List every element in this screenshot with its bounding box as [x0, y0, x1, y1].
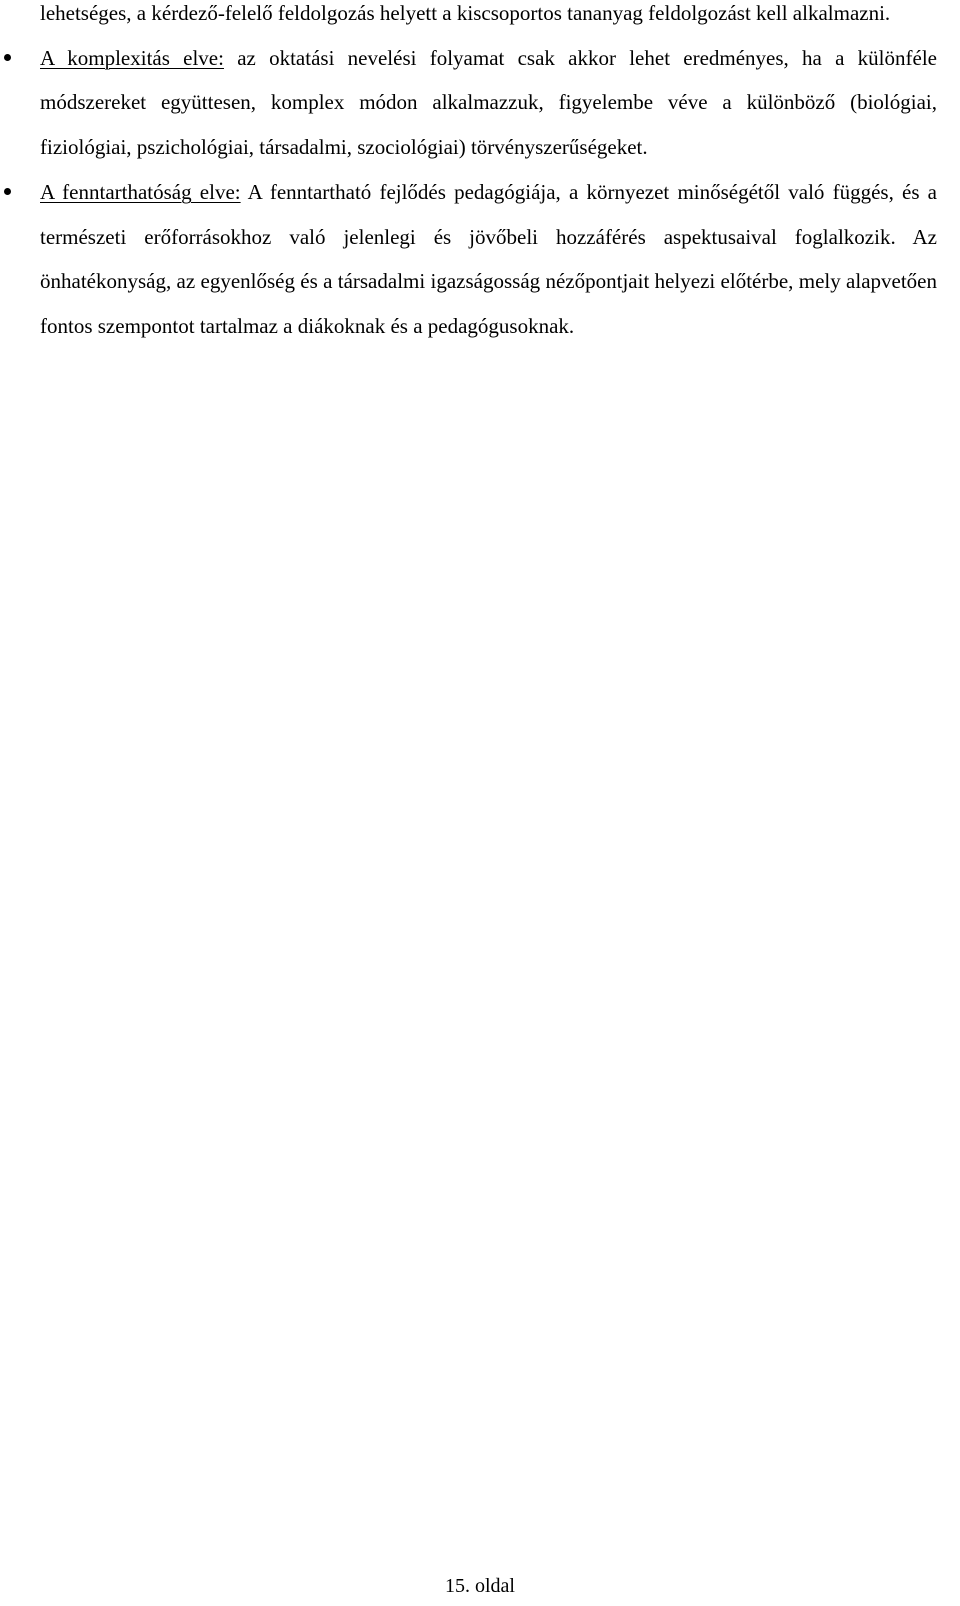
- principle-term: A fenntarthatóság elve:: [40, 179, 241, 204]
- intro-paragraph: lehetséges, a kérdező-felelő feldolgozás helyett a kiscsoportos tananyag feldolgozást kell alkalmazni.: [40, 1, 891, 25]
- principle-text: A fenntartható fejlődés pedagógiája, a környezet minőségétől való függés, és a természeti erőforrásokhoz való jelenlegi és jövőbeli hozzáférés aspektusaival foglalkozik. Az önhatékonyság, az egyenlőség és a társadalmi igazságosság nézőpontjait helyezi előtérbe, mely alapvetően fontos szempontot tartalmaz a diákoknak és a pedagógusoknak.: [40, 179, 938, 338]
- list-item-complexity: [40, 36, 937, 170]
- principle-term: A komplexitás elve:: [40, 45, 224, 70]
- document-page: [40, 0, 937, 349]
- principle-text: az oktatási nevelési folyamat csak akkor lehet eredményes, ha a különféle módszereket együttesen, komplex módon alkalmazzuk, figyelembe véve a különböző (biológiai, fiziológiai, pszichológiai, társadalmi, szociológiai) törvényszerűségeket.: [40, 45, 937, 160]
- principles-list: [40, 36, 937, 349]
- list-item-sustainability: [40, 170, 937, 349]
- bullet-icon: [4, 188, 11, 195]
- page-number: 15. oldal: [445, 1575, 515, 1597]
- bullet-icon: [4, 54, 11, 61]
